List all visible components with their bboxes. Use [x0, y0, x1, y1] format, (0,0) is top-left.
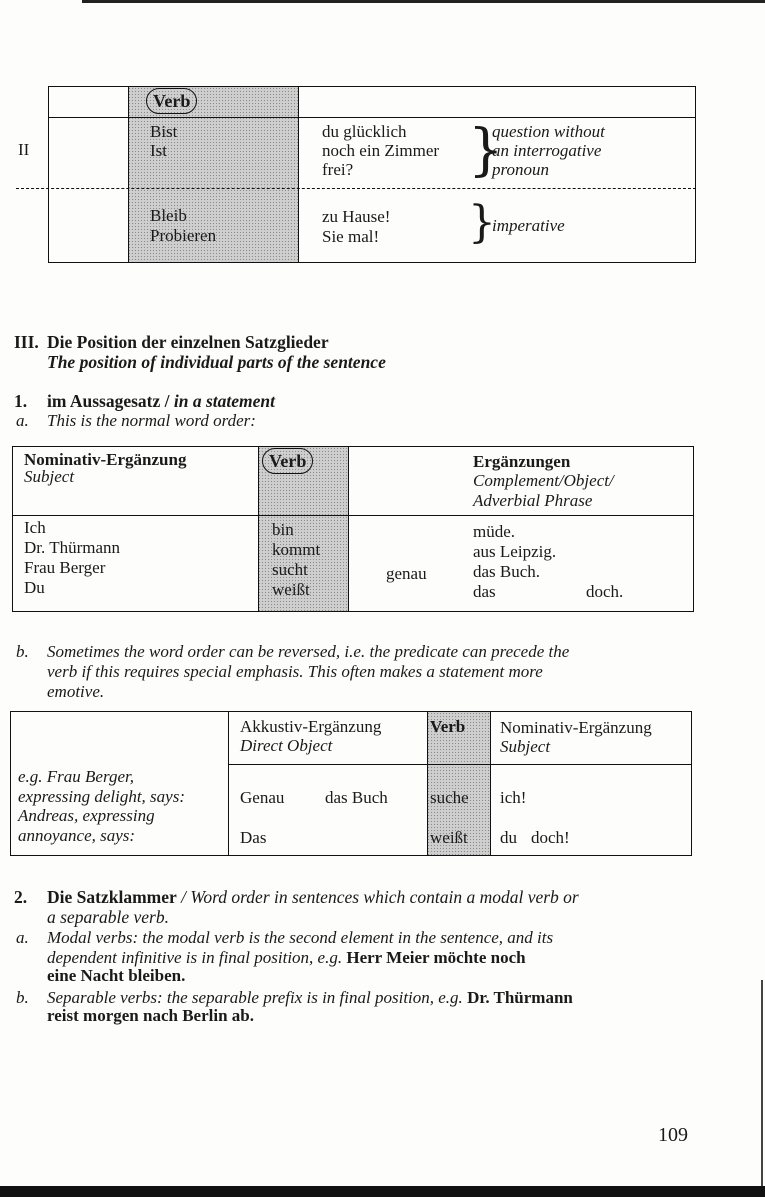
brace: }: [468, 197, 496, 248]
sub2-number: 2.: [14, 887, 28, 907]
adverb: genau: [386, 564, 427, 583]
col3-header: Ergänzungen: [473, 452, 571, 471]
page-number: 109: [658, 1124, 688, 1146]
row1-subject: ich!: [500, 788, 527, 807]
row1-adverb: Genau: [240, 788, 285, 807]
note-delight: e.g. Frau Berger, expressing delight, says:: [18, 767, 185, 806]
col1-sub: Subject: [24, 467, 75, 486]
sub-b-text: Sometimes the word order can be reversed, i.e. the predicate can precede the verb if this requires special emphasis. This often makes a statement more emotive.: [47, 642, 570, 701]
sub2-b-example: reist morgen nach Berlin ab.: [47, 1006, 254, 1025]
row2-verbs: Bleib Probieren: [150, 206, 217, 245]
sub2-title-cont: a separable verb.: [47, 907, 169, 927]
row1-rest: du glücklich noch ein Zimmer frei?: [322, 122, 440, 179]
right-edge-rule: [761, 980, 763, 1186]
sub2-a-example: eine Nacht bleiben.: [47, 966, 186, 985]
section-title-en: The position of individual parts of the sentence: [47, 352, 386, 372]
row2-rest: zu Hause! Sie mal!: [322, 207, 391, 246]
brace: }: [468, 118, 504, 183]
section-title-de: Die Position der einzelnen Satzglieder: [47, 332, 329, 352]
verb-header: Verb: [430, 717, 466, 736]
sub1-title: im Aussagesatz / in a statement: [47, 391, 275, 411]
sub2-b-line1: Separable verbs: the separable prefix is in final position, e.g. Dr. Thürmann: [47, 988, 573, 1007]
section-number: III.: [14, 332, 39, 352]
row2-subject: du: [500, 828, 517, 847]
verb-header: Verb: [262, 448, 313, 474]
row1-verb: suche: [430, 788, 469, 807]
sub2-a-line1: Modal verbs: the modal verb is the second element in the sentence, and its: [47, 928, 554, 947]
sub1-a-text: This is the normal word order:: [47, 411, 256, 430]
col1-header: Nominativ-Ergänzung: [24, 450, 187, 469]
row-label: II: [18, 140, 30, 159]
sub2-a-line2: dependent infinitive is in final position, e.g. Herr Meier möchte noch: [47, 948, 526, 967]
col4-header: Nominativ-Ergänzung: [500, 718, 652, 737]
col4-sub: Subject: [500, 737, 551, 756]
subjects: Ich Dr. Thürmann Frau Berger Du: [24, 518, 121, 597]
row1-object: das Buch: [325, 788, 388, 807]
row2-particle: doch!: [531, 828, 570, 847]
note-annoyance: Andreas, expressing annoyance, says:: [18, 806, 155, 845]
verbs: bin kommt sucht weißt: [272, 520, 321, 599]
sub2-title: Die Satzklammer / Word order in sentences which contain a modal verb or: [47, 887, 579, 907]
row-divider-dashed: [16, 188, 696, 189]
row2-verb: weißt: [430, 828, 468, 847]
particle: doch.: [586, 582, 624, 601]
row1-verbs: Bist Ist: [150, 122, 178, 160]
row2-note: imperative: [492, 216, 565, 235]
row1-note: question without an interrogative pronoun: [492, 122, 605, 179]
col3-sub: Complement/Object/ Adverbial Phrase: [473, 471, 614, 510]
top-rule: [82, 0, 765, 3]
sub1-number: 1.: [14, 391, 28, 411]
sub2-a-label: a.: [16, 928, 29, 947]
sub2-b-label: b.: [16, 988, 29, 1007]
bottom-rule: [0, 1186, 765, 1197]
sub-b-label: b.: [16, 642, 29, 661]
complements: müde. aus Leipzig. das Buch. das: [473, 522, 557, 601]
col2-sub: Direct Object: [240, 736, 333, 755]
col2-header: Akkustiv-Ergänzung: [240, 717, 382, 736]
row2-object: Das: [240, 828, 267, 847]
sub1-a-label: a.: [16, 411, 29, 430]
verb-header: Verb: [146, 88, 197, 114]
